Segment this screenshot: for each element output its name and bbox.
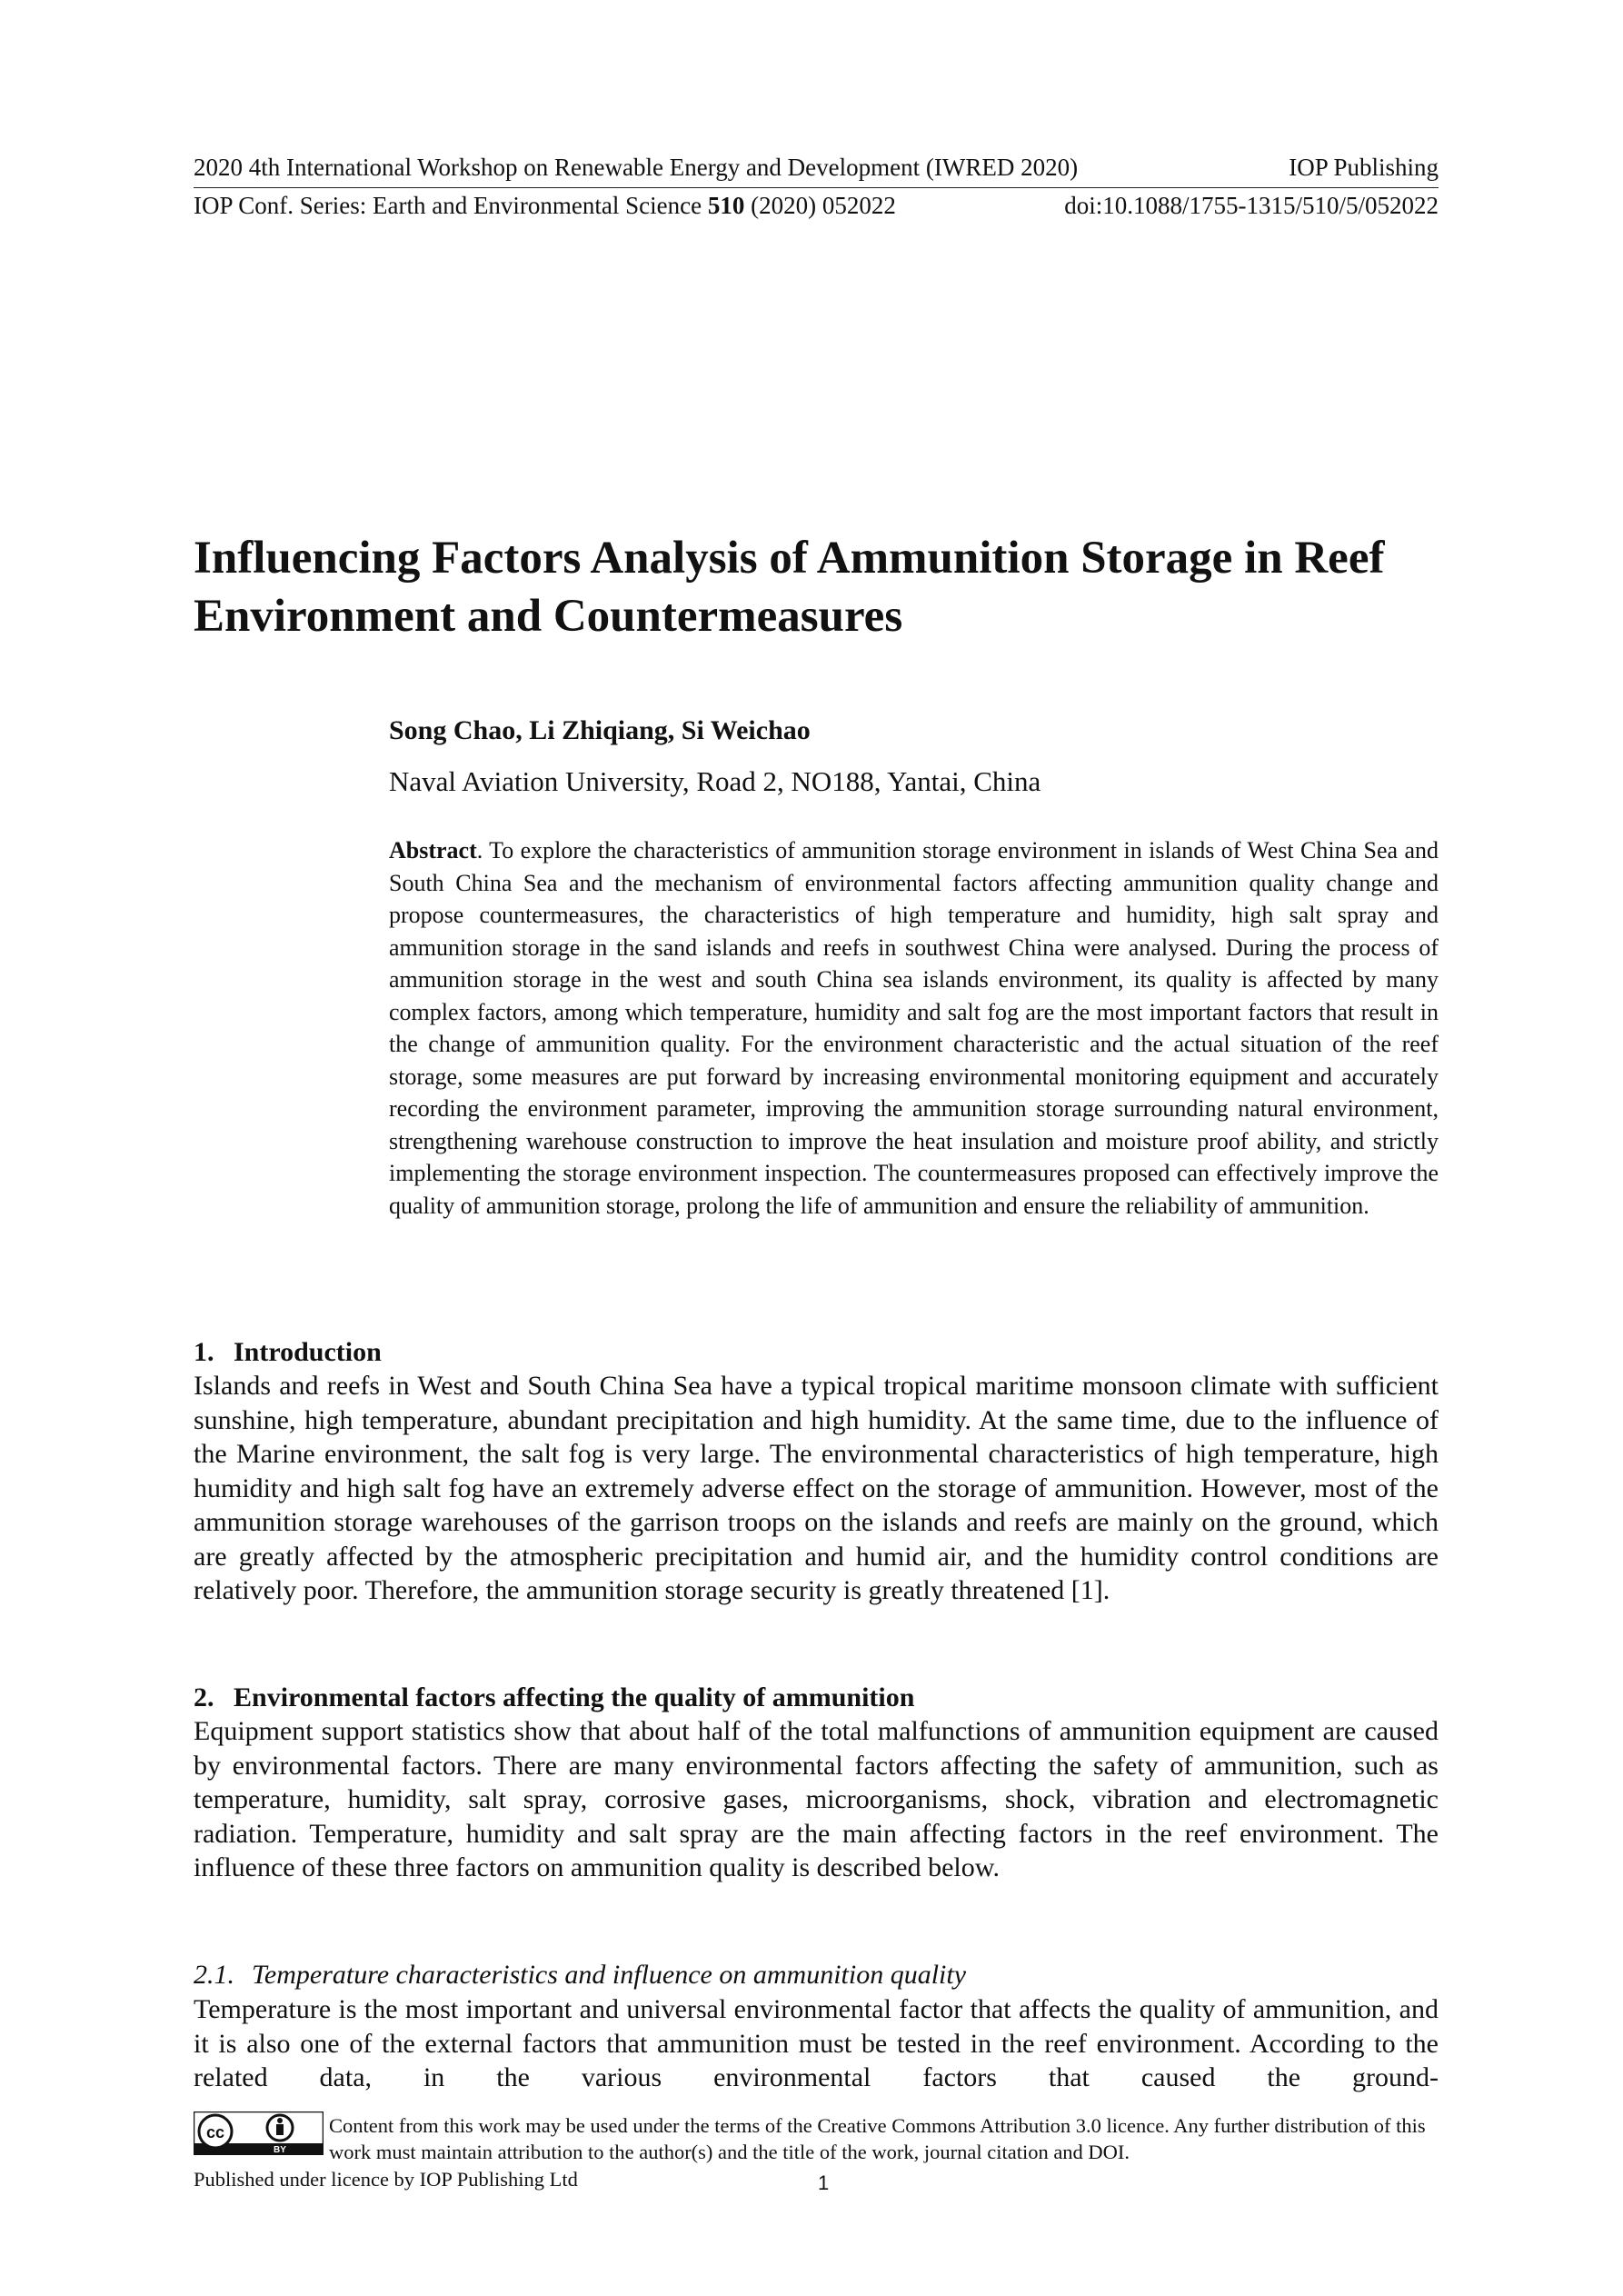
author-list: Song Chao, Li Zhiqiang, Si Weichao	[389, 715, 811, 745]
subsection-title: Temperature characteristics and influence on ammunition quality	[252, 1960, 967, 1990]
creative-commons-by-icon	[194, 2111, 324, 2155]
section-heading-introduction	[194, 1336, 1439, 1369]
by-label: BY	[274, 2145, 286, 2155]
affiliation: Naval Aviation University, Road 2, NO188, Yantai, China	[389, 765, 1041, 797]
journal-series	[194, 191, 896, 220]
subsection-body-temperature: Temperature is the most important and universal environmental factor that affects the quality of ammunition, and it is also one of the external factors that ammunition must be tested in the reef environment. According to the related data, in the various environmental factors that caused the ground-	[194, 1994, 1439, 2092]
conference-name: 2020 4th International Workshop on Renewable Energy and Development (IWRED 2020)	[194, 154, 1079, 181]
article-number: (2020) 052022	[744, 192, 896, 219]
abstract-text: . To explore the characteristics of ammunition storage environment in islands of West China Sea and South China Sea and the mechanism of environmental factors affecting ammunition quality change and propose countermeasures, the characteristics of high temperature and humidity, high salt spray and ammunition storage in the sand islands and reefs in southwest China were analysed. During the process of ammunition storage in the west and south China sea islands environment, its quality is affected by many complex factors, among which temperature, humidity and salt fog are the most important factors that result in the change of ammunition quality. For the environment characteristic and the actual situation of the reef storage, some measures are put forward by increasing environmental monitoring equipment and accurately recording the environment parameter, improving the ammunition storage surrounding natural environment, strengthening warehouse construction to improve the heat insulation and moisture proof ability, and strictly implementing the storage environment inspection. The countermeasures proposed can effectively improve the quality of ammunition storage, prolong the life of ammunition and ensure the reliability of ammunition.	[389, 837, 1439, 1219]
section-body-environmental-factors: Equipment support statistics show that about half of the total malfunctions of ammunition equipment are caused by environmental factors. There are many environmental factors affecting the safety of ammunition, such as temperature, humidity, salt spray, corrosive gases, microorganisms, shock, vibration and electromagnetic radiation. Temperature, humidity and salt spray are the main affecting factors in the reef environment. The influence of these three factors on ammunition quality is described below.	[194, 1716, 1439, 1882]
section-number: 2.	[194, 1682, 214, 1712]
volume-number: 510	[707, 192, 745, 219]
subsection-heading-temperature	[194, 1959, 1439, 1992]
section-body-introduction: Islands and reefs in West and South China Sea have a typical tropical maritime monsoon climate with sufficient sunshine, high temperature, abundant precipitation and high humidity. At the same time, due to the influence of the Marine environment, the salt fog is very large. The environmental characteristics of high temperature, high humidity and high salt fog have an extremely adverse effect on the storage of ammunition. However, most of the ammunition storage warehouses of the garrison troops on the islands and reefs are mainly on the ground, which are greatly affected by the atmospheric precipitation and humid air, and the humidity control conditions are relatively poor. Therefore, the ammunition storage security is greatly threatened [1].	[194, 1371, 1439, 1605]
running-header-line-2	[194, 191, 1439, 220]
paper-title: Influencing Factors Analysis of Ammunition Storage in Reef Environment and Countermeasures	[194, 533, 1385, 642]
publisher-name: IOP Publishing	[1289, 154, 1439, 181]
series-name: IOP Conf. Series: Earth and Environmental Science	[194, 192, 708, 219]
license-note: Content from this work may be used under the terms of the Creative Commons Attribution 3.0 licence. Any further distribution of this work must maintain attribution to the author(s) and the title of the work, journal citation and DOI.	[329, 2114, 1426, 2163]
subsection-number: 2.1.	[194, 1960, 234, 1990]
section-title: Environmental factors affecting the quality of ammunition	[234, 1682, 915, 1712]
page-number: 1	[818, 2171, 830, 2194]
running-header-line-1	[194, 153, 1439, 182]
header-divider	[194, 187, 1439, 188]
abstract-label: Abstract	[389, 837, 477, 863]
abstract	[389, 834, 1439, 1222]
cc-glyph: cc	[205, 2123, 225, 2141]
section-heading-environmental-factors	[194, 1682, 1439, 1714]
doi: doi:10.1088/1755-1315/510/5/052022	[1064, 192, 1439, 219]
section-number: 1.	[194, 1337, 214, 1367]
section-title: Introduction	[234, 1337, 382, 1367]
published-under-licence: Published under licence by IOP Publishing Ltd	[194, 2168, 578, 2191]
